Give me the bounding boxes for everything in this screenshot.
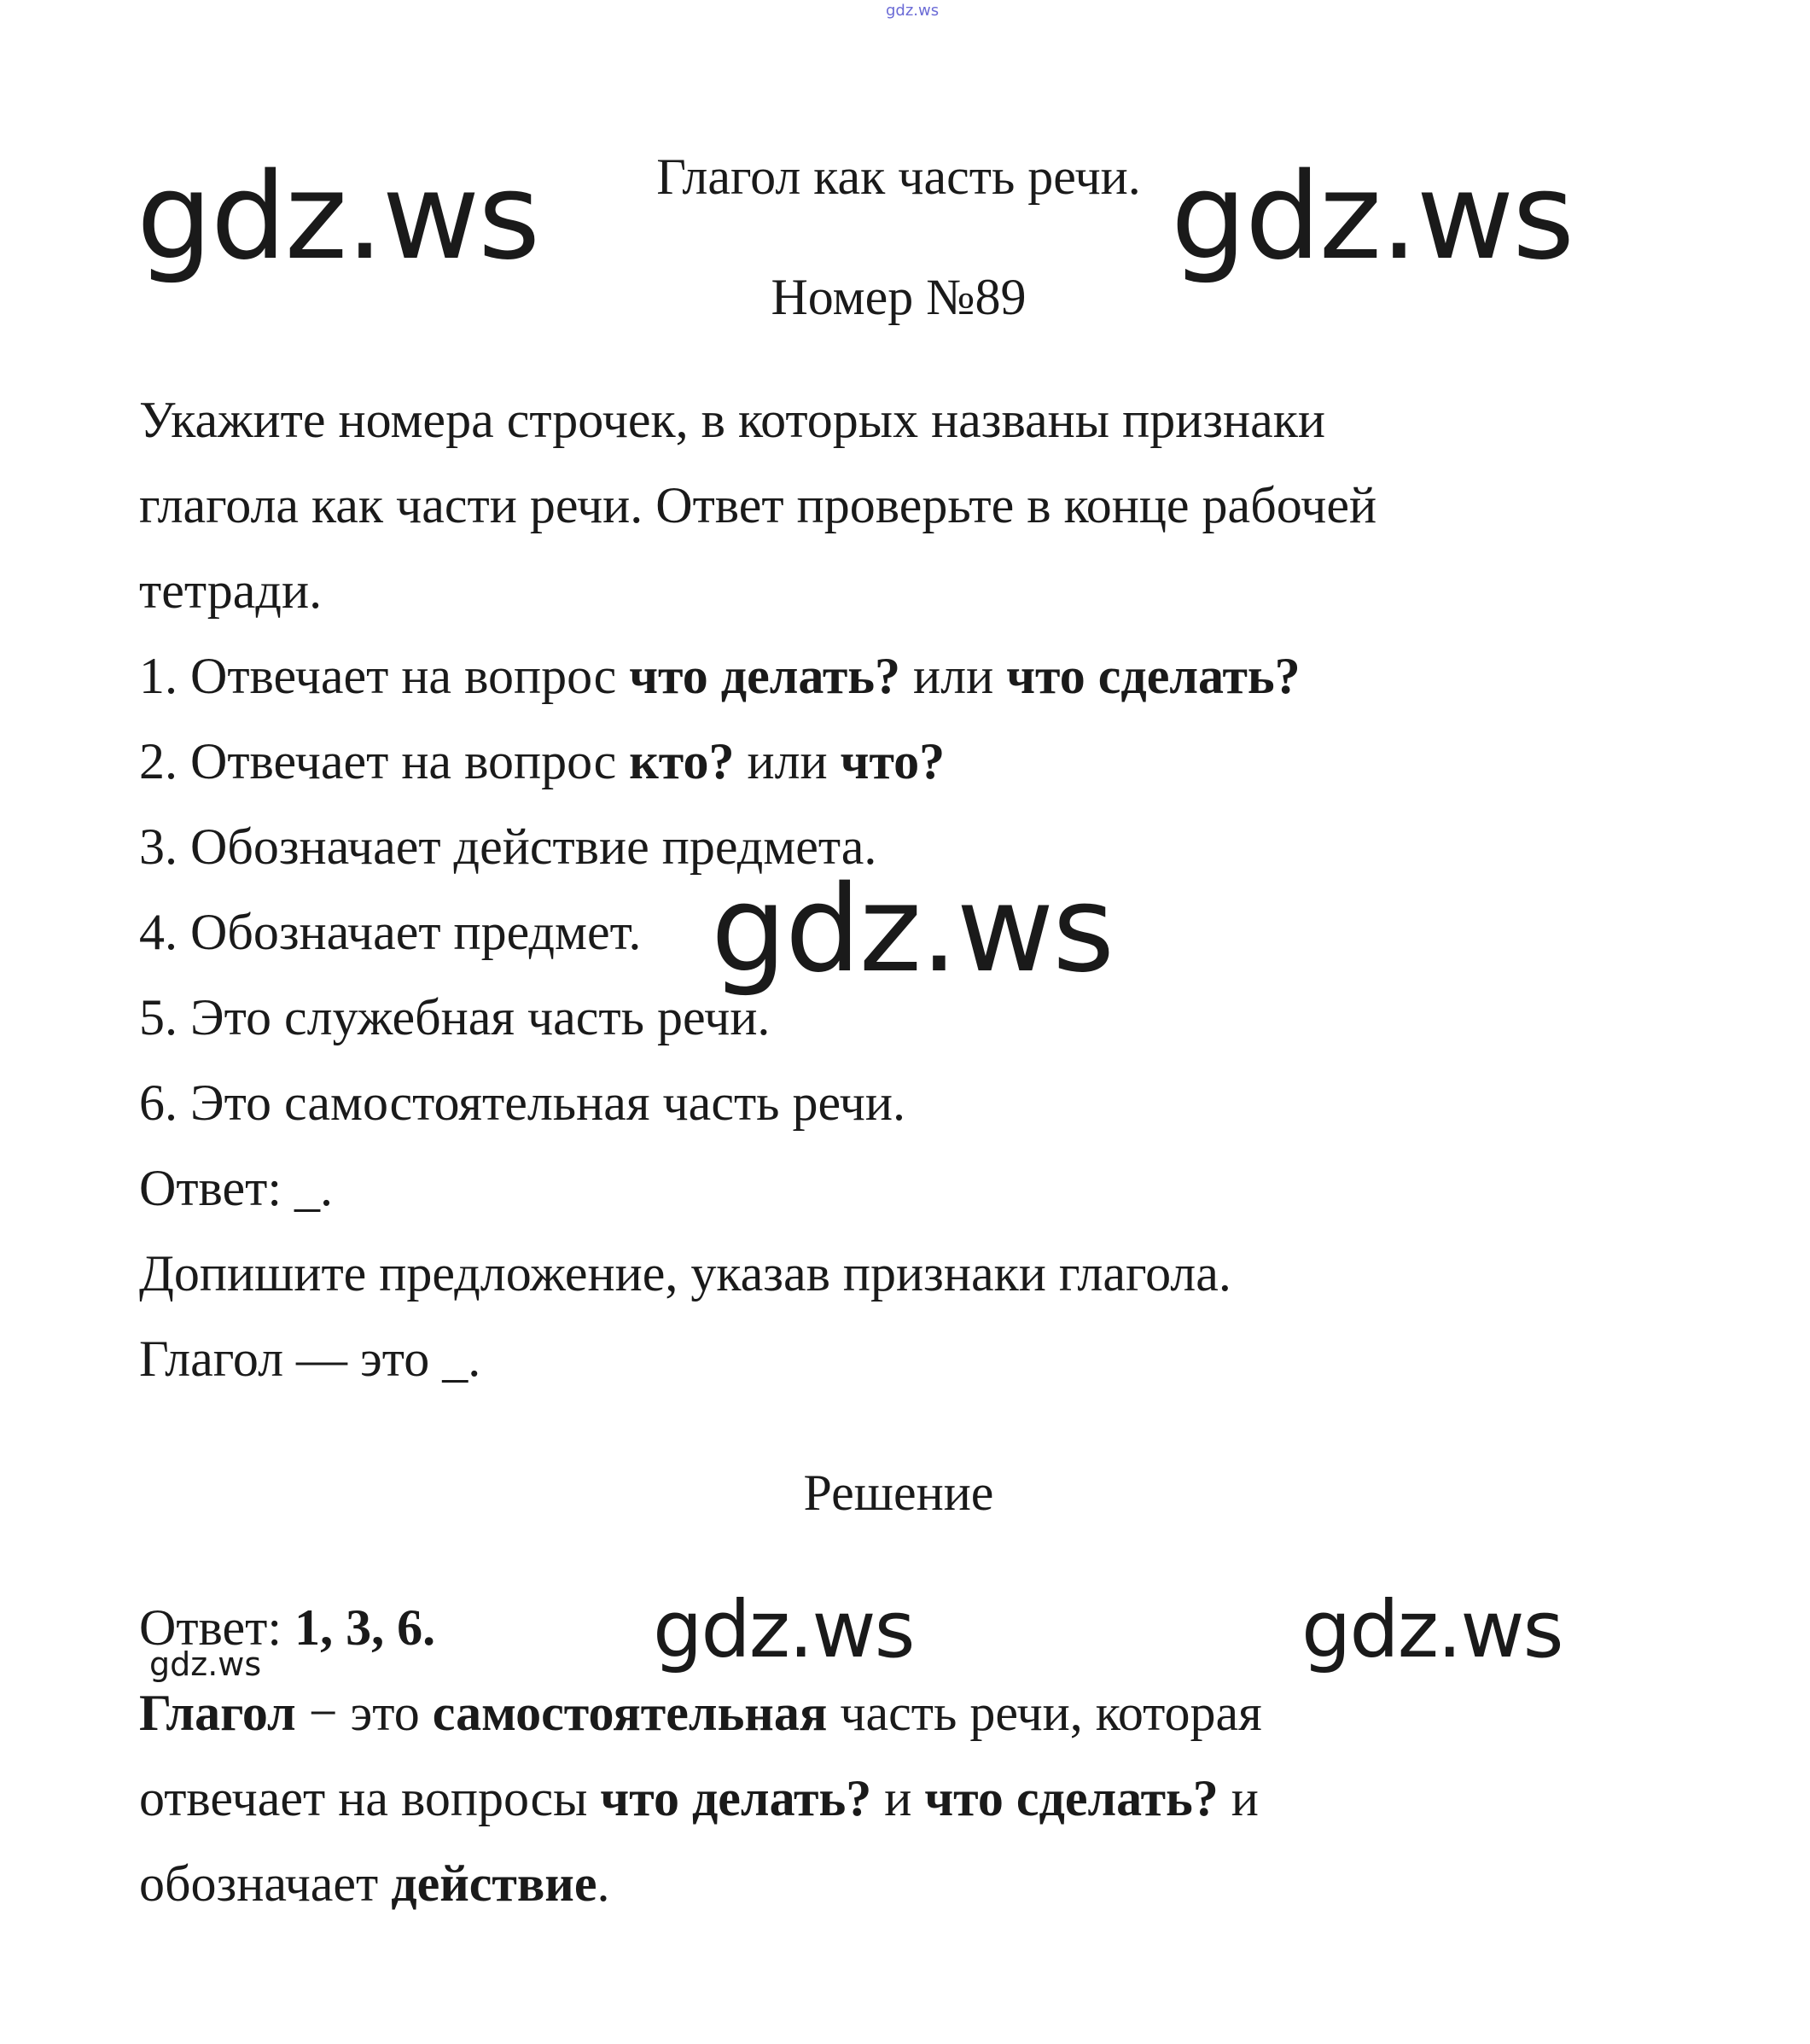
term-independent: самостоятельная	[432, 1685, 828, 1741]
topic-title: Глагол как часть речи.	[656, 148, 1141, 205]
solution-line-1-text-b: часть речи, которая	[827, 1685, 1262, 1741]
solution-line-2-text-c: и	[1218, 1770, 1259, 1826]
watermark-right: gdz.ws	[1171, 148, 1574, 287]
solution-line-2-text-b: и	[871, 1770, 925, 1826]
task-text-line-3: тетради.	[139, 562, 323, 619]
solution-heading: Решение	[803, 1465, 994, 1521]
complete-instruction: Допишите предложение, указав признаки глагола.	[139, 1245, 1231, 1302]
option-1-question-1: что делать?	[629, 648, 901, 704]
option-2	[139, 731, 945, 791]
term-question-1: что делать?	[600, 1770, 872, 1826]
option-3: 3. Обозначает действие предмета.	[139, 818, 877, 875]
watermark-tiny: gdz.ws	[886, 2, 940, 20]
answer-blank: Ответ: _.	[139, 1160, 334, 1216]
option-2-question-1: кто?	[629, 733, 735, 789]
option-1-question-2: что сделать?	[1006, 648, 1301, 704]
task-text-line-1: Укажите номера строчек, в которых названы признаки	[139, 392, 1326, 448]
term-action: действие	[391, 1855, 597, 1912]
option-2-question-2: что?	[840, 733, 946, 789]
task-text-line-2: глагола как части речи. Ответ проверьте в конце рабочей	[139, 477, 1377, 533]
solution-answer-label: Ответ:	[139, 1599, 295, 1656]
option-2-or: или	[734, 733, 841, 789]
solution-line-3-text-b: .	[597, 1855, 610, 1912]
option-1-or: или	[900, 648, 1007, 704]
solution-line-2	[139, 1768, 1259, 1828]
watermark-center: gdz.ws	[711, 860, 1114, 999]
solution-line-2-text-a: отвечает на вопросы	[139, 1770, 601, 1826]
term-verb: Глагол	[139, 1685, 296, 1741]
solution-line-3	[139, 1854, 610, 1913]
exercise-number: Номер №89	[771, 269, 1027, 325]
term-question-2: что сделать?	[924, 1770, 1219, 1826]
solution-line-1	[139, 1683, 1262, 1743]
option-1	[139, 646, 1301, 706]
option-1-text: 1. Отвечает на вопрос	[139, 648, 630, 704]
watermark-mid-left: gdz.ws	[653, 1584, 914, 1675]
watermark-small: gdz.ws	[149, 1645, 262, 1683]
option-5: 5. Это служебная часть речи.	[139, 989, 771, 1045]
sentence-blank: Глагол — это _.	[139, 1331, 481, 1387]
option-2-text: 2. Отвечает на вопрос	[139, 733, 630, 789]
solution-line-1-text-a: − это	[295, 1685, 433, 1741]
solution-answer-value: 1, 3, 6.	[294, 1599, 436, 1656]
option-6: 6. Это самостоятельная часть речи.	[139, 1074, 905, 1131]
watermark-left: gdz.ws	[137, 148, 539, 287]
watermark-mid-right: gdz.ws	[1301, 1584, 1563, 1675]
solution-line-3-text-a: обозначает	[139, 1855, 392, 1912]
option-4: 4. Обозначает предмет.	[139, 904, 642, 960]
